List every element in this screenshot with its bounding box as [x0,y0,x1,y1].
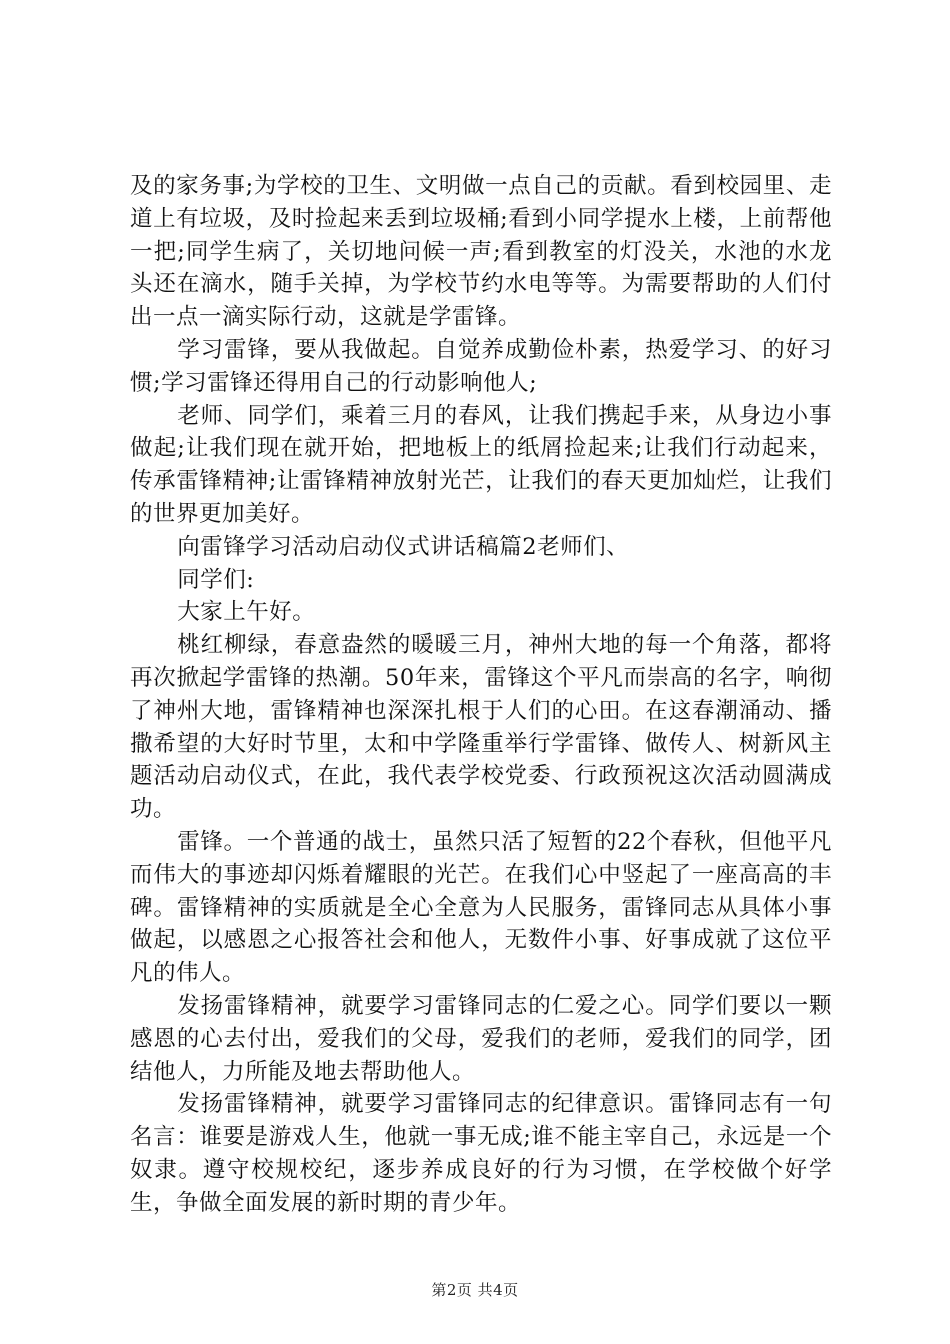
paragraph-10: 发扬雷锋精神，就要学习雷锋同志的纪律意识。雷锋同志有一句名言：谁要是游戏人生，他就一事无成;谁不能主宰自己，永远是一个奴隶。遵守校规校纪，逐步养成良好的行为习惯，在学校做个好学生，争做全面发展的新时期的青少年。 [130,1091,832,1216]
document-body [130,170,832,1220]
paragraph-9: 发扬雷锋精神，就要学习雷锋同志的仁爱之心。同学们要以一颗感恩的心去付出，爱我们的父母，爱我们的老师，爱我们的同学，团结他人，力所能及地去帮助他人。 [130,992,832,1085]
salutation: 同学们: [177,566,255,593]
paragraph-7: 桃红柳绿，春意盎然的暖暖三月，神州大地的每一个角落，都将再次掀起学雷锋的热潮。50年来，雷锋这个平凡而崇高的名字，响彻了神州大地，雷锋精神也深深扎根于人们的心田。在这春潮涌动、播撒希望的大好时节里，太和中学隆重举行学雷锋、做传人、树新风主题活动启动仪式，在此，我代表学校党委、行政预祝这次活动圆满成功。 [130,632,832,823]
paragraph-2: 学习雷锋，要从我做起。自觉养成勤俭朴素，热爱学习、的好习惯;学习雷锋还得用自己的行动影响他人; [130,336,832,396]
page-number-footer: 第2页 共4页 [431,1281,519,1299]
greeting: 大家上午好。 [177,599,316,626]
paragraph-8: 雷锋。一个普通的战士，虽然只活了短暂的22个春秋，但他平凡而伟大的事迹却闪烁着耀眼的光芒。在我们心中竖起了一座高高的丰碑。雷锋精神的实质就是全心全意为人民服务，雷锋同志从具体小事做起，以感恩之心报答社会和他人，无数件小事、好事成就了这位平凡的伟人。 [130,828,832,987]
paragraph-1: 及的家务事;为学校的卫生、文明做一点自己的贡献。看到校园里、走道上有垃圾，及时捡起来丢到垃圾桶;看到小同学提水上楼，上前帮他一把;同学生病了，关切地问候一声;看到教室的灯没关，水池的水龙头还在滴水，随手关掉，为学校节约水电等等。为需要帮助的人们付出一点一滴实际行动，这就是学雷锋。 [130,173,832,331]
paragraph-3: 老师、同学们，乘着三月的春风，让我们携起手来，从身边小事做起;让我们现在就开始，把地板上的纸屑捡起来;让我们行动起来，传承雷锋精神;让雷锋精神放射光芒，让我们的春天更加灿烂，让我们的世界更加美好。 [130,402,832,527]
section-heading: 向雷锋学习活动启动仪式讲话稿篇2老师们、 [177,533,630,560]
